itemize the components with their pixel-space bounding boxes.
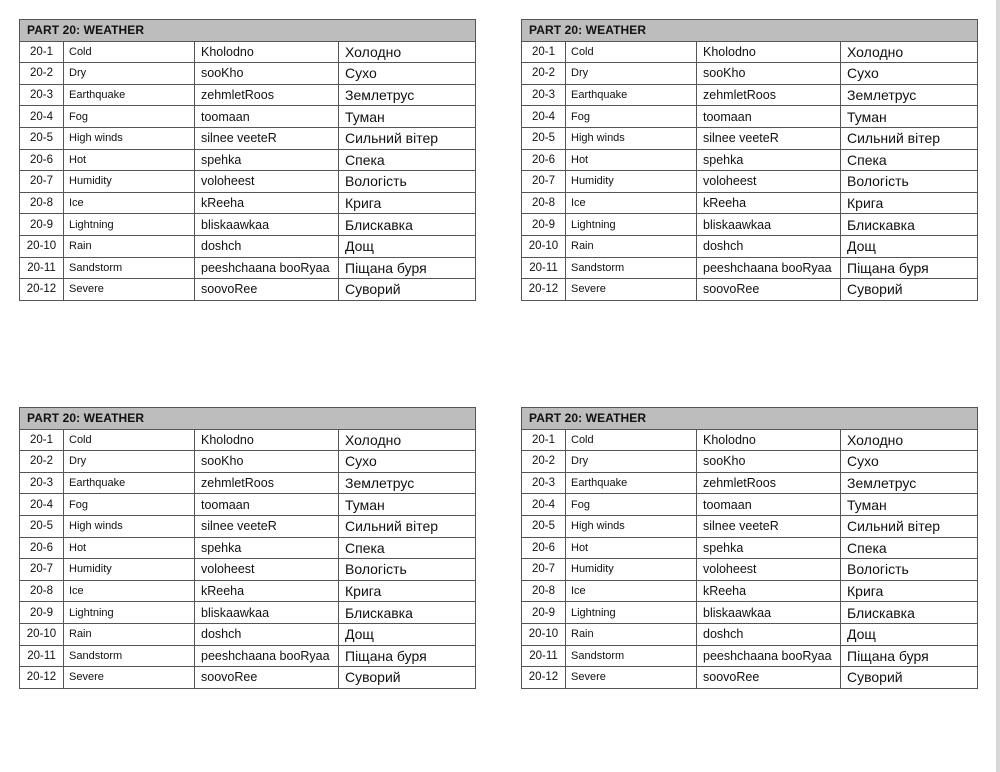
table-row bbox=[522, 559, 978, 581]
transliteration: doshch bbox=[195, 623, 339, 645]
ukrainian-word: Туман bbox=[339, 106, 476, 128]
table-row bbox=[522, 667, 978, 689]
entry-number: 20-1 bbox=[20, 41, 64, 63]
entry-number: 20-1 bbox=[522, 41, 566, 63]
table-row bbox=[20, 472, 476, 494]
section-title: PART 20: WEATHER bbox=[20, 408, 476, 430]
entry-number: 20-4 bbox=[522, 106, 566, 128]
english-word: Earthquake bbox=[64, 472, 195, 494]
transliteration: silnee veeteR bbox=[195, 127, 339, 149]
english-word: Fog bbox=[566, 494, 697, 516]
english-word: Sandstorm bbox=[64, 645, 195, 667]
vocab-table bbox=[19, 407, 476, 689]
entry-number: 20-7 bbox=[522, 559, 566, 581]
entry-number: 20-5 bbox=[20, 515, 64, 537]
transliteration: voloheest bbox=[195, 559, 339, 581]
table-row bbox=[20, 106, 476, 128]
transliteration: Kholodno bbox=[195, 41, 339, 63]
transliteration: peeshchaana booRyaa bbox=[195, 645, 339, 667]
page-edge-shadow bbox=[996, 0, 1000, 772]
entry-number: 20-10 bbox=[522, 235, 566, 257]
english-word: Cold bbox=[64, 41, 195, 63]
english-word: Hot bbox=[64, 149, 195, 171]
table-row bbox=[20, 645, 476, 667]
table-row bbox=[20, 192, 476, 214]
english-word: Rain bbox=[566, 235, 697, 257]
ukrainian-word: Суворий bbox=[841, 667, 978, 689]
table-row bbox=[20, 63, 476, 85]
table-row bbox=[20, 257, 476, 279]
transliteration: toomaan bbox=[195, 106, 339, 128]
ukrainian-word: Сильний вітер bbox=[841, 515, 978, 537]
ukrainian-word: Дощ bbox=[841, 235, 978, 257]
ukrainian-word: Сильний вітер bbox=[339, 127, 476, 149]
english-word: Hot bbox=[566, 537, 697, 559]
table-row bbox=[522, 63, 978, 85]
ukrainian-word: Землетрус bbox=[339, 84, 476, 106]
ukrainian-word: Вологість bbox=[339, 559, 476, 581]
transliteration: zehmletRoos bbox=[697, 472, 841, 494]
transliteration: spehka bbox=[195, 537, 339, 559]
entry-number: 20-10 bbox=[20, 235, 64, 257]
transliteration: sooKho bbox=[195, 451, 339, 473]
transliteration: bliskaawkaa bbox=[697, 602, 841, 624]
table-row bbox=[20, 451, 476, 473]
ukrainian-word: Вологість bbox=[841, 171, 978, 193]
transliteration: spehka bbox=[697, 149, 841, 171]
english-word: Rain bbox=[64, 235, 195, 257]
transliteration: silnee veeteR bbox=[195, 515, 339, 537]
english-word: Severe bbox=[64, 279, 195, 301]
ukrainian-word: Блискавка bbox=[339, 214, 476, 236]
table-row bbox=[522, 537, 978, 559]
table-row bbox=[20, 623, 476, 645]
table-row bbox=[20, 171, 476, 193]
english-word: Lightning bbox=[64, 214, 195, 236]
entry-number: 20-9 bbox=[522, 602, 566, 624]
vocab-table bbox=[19, 19, 476, 301]
vocab-table bbox=[521, 19, 978, 301]
transliteration: spehka bbox=[697, 537, 841, 559]
transliteration: soovoRee bbox=[697, 279, 841, 301]
english-word: Dry bbox=[566, 63, 697, 85]
entry-number: 20-9 bbox=[20, 214, 64, 236]
entry-number: 20-3 bbox=[522, 84, 566, 106]
transliteration: zehmletRoos bbox=[195, 472, 339, 494]
table-row bbox=[20, 580, 476, 602]
section-title: PART 20: WEATHER bbox=[522, 408, 978, 430]
english-word: Sandstorm bbox=[566, 645, 697, 667]
entry-number: 20-10 bbox=[522, 623, 566, 645]
ukrainian-word: Туман bbox=[841, 106, 978, 128]
table-row bbox=[20, 537, 476, 559]
transliteration: Kholodno bbox=[697, 429, 841, 451]
transliteration: peeshchaana booRyaa bbox=[697, 257, 841, 279]
table-row bbox=[522, 451, 978, 473]
entry-number: 20-11 bbox=[522, 257, 566, 279]
english-word: Humidity bbox=[566, 171, 697, 193]
table-row bbox=[20, 214, 476, 236]
entry-number: 20-2 bbox=[20, 451, 64, 473]
english-word: Earthquake bbox=[566, 472, 697, 494]
ukrainian-word: Спека bbox=[339, 149, 476, 171]
ukrainian-word: Крига bbox=[339, 580, 476, 602]
entry-number: 20-2 bbox=[522, 63, 566, 85]
entry-number: 20-12 bbox=[20, 667, 64, 689]
table-row bbox=[522, 214, 978, 236]
english-word: Lightning bbox=[566, 214, 697, 236]
transliteration: toomaan bbox=[195, 494, 339, 516]
entry-number: 20-6 bbox=[20, 149, 64, 171]
transliteration: peeshchaana booRyaa bbox=[697, 645, 841, 667]
transliteration: toomaan bbox=[697, 106, 841, 128]
ukrainian-word: Землетрус bbox=[841, 84, 978, 106]
entry-number: 20-6 bbox=[522, 537, 566, 559]
table-row bbox=[20, 127, 476, 149]
table-row bbox=[522, 106, 978, 128]
transliteration: voloheest bbox=[697, 559, 841, 581]
entry-number: 20-6 bbox=[20, 537, 64, 559]
ukrainian-word: Дощ bbox=[841, 623, 978, 645]
entry-number: 20-7 bbox=[522, 171, 566, 193]
ukrainian-word: Блискавка bbox=[339, 602, 476, 624]
table-row bbox=[522, 84, 978, 106]
ukrainian-word: Суворий bbox=[339, 279, 476, 301]
entry-number: 20-5 bbox=[20, 127, 64, 149]
transliteration: zehmletRoos bbox=[195, 84, 339, 106]
entry-number: 20-8 bbox=[522, 192, 566, 214]
table-row bbox=[522, 623, 978, 645]
table-row bbox=[20, 494, 476, 516]
ukrainian-word: Блискавка bbox=[841, 214, 978, 236]
entry-number: 20-5 bbox=[522, 127, 566, 149]
entry-number: 20-7 bbox=[20, 171, 64, 193]
table-row bbox=[20, 235, 476, 257]
transliteration: silnee veeteR bbox=[697, 127, 841, 149]
english-word: Dry bbox=[566, 451, 697, 473]
entry-number: 20-9 bbox=[20, 602, 64, 624]
entry-number: 20-3 bbox=[522, 472, 566, 494]
entry-number: 20-1 bbox=[20, 429, 64, 451]
english-word: Severe bbox=[64, 667, 195, 689]
table-row bbox=[522, 127, 978, 149]
english-word: Humidity bbox=[64, 559, 195, 581]
vocab-card-top-right bbox=[521, 19, 977, 301]
vocab-card-top-left bbox=[19, 19, 475, 301]
entry-number: 20-11 bbox=[522, 645, 566, 667]
ukrainian-word: Суворий bbox=[339, 667, 476, 689]
ukrainian-word: Спека bbox=[841, 537, 978, 559]
table-row bbox=[522, 235, 978, 257]
transliteration: bliskaawkaa bbox=[195, 602, 339, 624]
ukrainian-word: Крига bbox=[339, 192, 476, 214]
transliteration: sooKho bbox=[697, 451, 841, 473]
table-row bbox=[522, 192, 978, 214]
entry-number: 20-7 bbox=[20, 559, 64, 581]
entry-number: 20-10 bbox=[20, 623, 64, 645]
english-word: Severe bbox=[566, 667, 697, 689]
english-word: High winds bbox=[64, 515, 195, 537]
section-title: PART 20: WEATHER bbox=[522, 20, 978, 42]
transliteration: kReeha bbox=[195, 580, 339, 602]
entry-number: 20-12 bbox=[20, 279, 64, 301]
table-row bbox=[522, 41, 978, 63]
ukrainian-word: Туман bbox=[841, 494, 978, 516]
ukrainian-word: Туман bbox=[339, 494, 476, 516]
table-row bbox=[522, 149, 978, 171]
english-word: High winds bbox=[64, 127, 195, 149]
ukrainian-word: Піщана буря bbox=[841, 257, 978, 279]
ukrainian-word: Сухо bbox=[841, 451, 978, 473]
transliteration: doshch bbox=[697, 623, 841, 645]
entry-number: 20-3 bbox=[20, 84, 64, 106]
ukrainian-word: Холодно bbox=[339, 41, 476, 63]
transliteration: peeshchaana booRyaa bbox=[195, 257, 339, 279]
ukrainian-word: Сухо bbox=[339, 451, 476, 473]
ukrainian-word: Крига bbox=[841, 192, 978, 214]
english-word: Lightning bbox=[64, 602, 195, 624]
table-row bbox=[522, 279, 978, 301]
ukrainian-word: Сухо bbox=[841, 63, 978, 85]
transliteration: Kholodno bbox=[697, 41, 841, 63]
english-word: Fog bbox=[566, 106, 697, 128]
table-row bbox=[20, 279, 476, 301]
english-word: Ice bbox=[566, 580, 697, 602]
vocab-card-bottom-left bbox=[19, 407, 475, 689]
transliteration: soovoRee bbox=[195, 279, 339, 301]
transliteration: bliskaawkaa bbox=[195, 214, 339, 236]
transliteration: sooKho bbox=[697, 63, 841, 85]
english-word: Sandstorm bbox=[566, 257, 697, 279]
ukrainian-word: Піщана буря bbox=[339, 645, 476, 667]
table-row bbox=[20, 602, 476, 624]
transliteration: soovoRee bbox=[195, 667, 339, 689]
entry-number: 20-8 bbox=[522, 580, 566, 602]
english-word: Cold bbox=[566, 41, 697, 63]
english-word: Rain bbox=[566, 623, 697, 645]
transliteration: doshch bbox=[697, 235, 841, 257]
ukrainian-word: Спека bbox=[841, 149, 978, 171]
ukrainian-word: Дощ bbox=[339, 235, 476, 257]
entry-number: 20-1 bbox=[522, 429, 566, 451]
entry-number: 20-8 bbox=[20, 580, 64, 602]
english-word: Dry bbox=[64, 451, 195, 473]
entry-number: 20-4 bbox=[20, 494, 64, 516]
transliteration: doshch bbox=[195, 235, 339, 257]
transliteration: bliskaawkaa bbox=[697, 214, 841, 236]
entry-number: 20-2 bbox=[20, 63, 64, 85]
transliteration: toomaan bbox=[697, 494, 841, 516]
transliteration: kReeha bbox=[697, 192, 841, 214]
transliteration: voloheest bbox=[195, 171, 339, 193]
english-word: Hot bbox=[64, 537, 195, 559]
ukrainian-word: Землетрус bbox=[339, 472, 476, 494]
table-row bbox=[522, 257, 978, 279]
ukrainian-word: Холодно bbox=[841, 41, 978, 63]
entry-number: 20-8 bbox=[20, 192, 64, 214]
transliteration: kReeha bbox=[697, 580, 841, 602]
english-word: Ice bbox=[566, 192, 697, 214]
entry-number: 20-6 bbox=[522, 149, 566, 171]
table-row bbox=[20, 41, 476, 63]
table-row bbox=[20, 515, 476, 537]
transliteration: zehmletRoos bbox=[697, 84, 841, 106]
table-row bbox=[522, 602, 978, 624]
entry-number: 20-5 bbox=[522, 515, 566, 537]
table-row bbox=[522, 494, 978, 516]
table-row bbox=[522, 171, 978, 193]
ukrainian-word: Дощ bbox=[339, 623, 476, 645]
entry-number: 20-11 bbox=[20, 257, 64, 279]
ukrainian-word: Спека bbox=[339, 537, 476, 559]
english-word: Humidity bbox=[566, 559, 697, 581]
entry-number: 20-11 bbox=[20, 645, 64, 667]
english-word: Rain bbox=[64, 623, 195, 645]
english-word: Ice bbox=[64, 580, 195, 602]
english-word: Fog bbox=[64, 106, 195, 128]
transliteration: Kholodno bbox=[195, 429, 339, 451]
english-word: Severe bbox=[566, 279, 697, 301]
transliteration: voloheest bbox=[697, 171, 841, 193]
entry-number: 20-2 bbox=[522, 451, 566, 473]
entry-number: 20-4 bbox=[522, 494, 566, 516]
entry-number: 20-3 bbox=[20, 472, 64, 494]
table-row bbox=[522, 645, 978, 667]
table-row bbox=[522, 515, 978, 537]
english-word: High winds bbox=[566, 127, 697, 149]
ukrainian-word: Блискавка bbox=[841, 602, 978, 624]
english-word: Earthquake bbox=[64, 84, 195, 106]
ukrainian-word: Піщана буря bbox=[841, 645, 978, 667]
entry-number: 20-4 bbox=[20, 106, 64, 128]
table-row bbox=[20, 667, 476, 689]
ukrainian-word: Холодно bbox=[841, 429, 978, 451]
transliteration: sooKho bbox=[195, 63, 339, 85]
ukrainian-word: Сильний вітер bbox=[841, 127, 978, 149]
english-word: Hot bbox=[566, 149, 697, 171]
english-word: Cold bbox=[64, 429, 195, 451]
entry-number: 20-9 bbox=[522, 214, 566, 236]
ukrainian-word: Вологість bbox=[841, 559, 978, 581]
table-row bbox=[522, 472, 978, 494]
english-word: Dry bbox=[64, 63, 195, 85]
ukrainian-word: Вологість bbox=[339, 171, 476, 193]
transliteration: soovoRee bbox=[697, 667, 841, 689]
ukrainian-word: Холодно bbox=[339, 429, 476, 451]
transliteration: spehka bbox=[195, 149, 339, 171]
english-word: High winds bbox=[566, 515, 697, 537]
english-word: Humidity bbox=[64, 171, 195, 193]
table-row bbox=[20, 429, 476, 451]
english-word: Cold bbox=[566, 429, 697, 451]
english-word: Sandstorm bbox=[64, 257, 195, 279]
english-word: Ice bbox=[64, 192, 195, 214]
table-row bbox=[522, 429, 978, 451]
ukrainian-word: Суворий bbox=[841, 279, 978, 301]
english-word: Lightning bbox=[566, 602, 697, 624]
ukrainian-word: Сильний вітер bbox=[339, 515, 476, 537]
transliteration: silnee veeteR bbox=[697, 515, 841, 537]
ukrainian-word: Крига bbox=[841, 580, 978, 602]
table-row bbox=[20, 559, 476, 581]
ukrainian-word: Землетрус bbox=[841, 472, 978, 494]
table-row bbox=[20, 149, 476, 171]
vocab-card-bottom-right bbox=[521, 407, 977, 689]
table-row bbox=[522, 580, 978, 602]
table-row bbox=[20, 84, 476, 106]
english-word: Earthquake bbox=[566, 84, 697, 106]
english-word: Fog bbox=[64, 494, 195, 516]
vocab-table bbox=[521, 407, 978, 689]
ukrainian-word: Сухо bbox=[339, 63, 476, 85]
transliteration: kReeha bbox=[195, 192, 339, 214]
section-title: PART 20: WEATHER bbox=[20, 20, 476, 42]
ukrainian-word: Піщана буря bbox=[339, 257, 476, 279]
entry-number: 20-12 bbox=[522, 667, 566, 689]
entry-number: 20-12 bbox=[522, 279, 566, 301]
